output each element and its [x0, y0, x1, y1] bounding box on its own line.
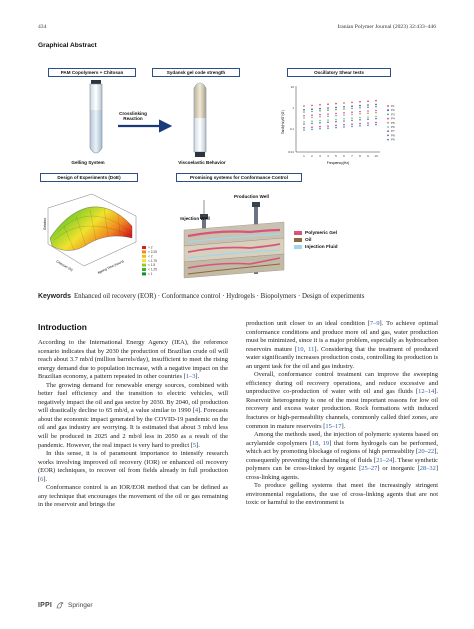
osc-point — [375, 104, 377, 106]
legend-oil: Oil — [294, 237, 338, 244]
oscillatory-box — [287, 68, 391, 77]
paragraph-text: ]. — [195, 373, 200, 381]
svg-text:2: 2 — [311, 154, 313, 158]
surface-legend-swatch — [142, 259, 146, 262]
osc-point — [375, 122, 377, 124]
promising-label: Promising systems for Conformance Control — [189, 175, 289, 180]
paragraph — [38, 382, 228, 450]
introduction-heading: Introduction — [38, 322, 87, 332]
surface-legend-swatch — [142, 250, 146, 253]
osc-point — [367, 124, 369, 126]
osc-legend-label: P7 — [391, 129, 395, 134]
osc-point — [351, 108, 353, 110]
svg-text:4: 4 — [327, 154, 329, 158]
citation-link[interactable]: 10 — [297, 345, 304, 353]
osc-legend-marker — [387, 139, 389, 141]
paragraph-text: production unit closer to an ideal condition [ — [246, 320, 370, 327]
osc-point — [351, 105, 353, 107]
keywords — [38, 293, 438, 300]
production-well-label: Production Well — [234, 194, 269, 199]
osc-point — [311, 111, 313, 113]
citation-link[interactable]: 6 — [40, 475, 44, 483]
osc-legend-label: P2 — [391, 108, 395, 113]
osc-point — [375, 124, 377, 126]
osc-point — [303, 129, 305, 131]
osc-xlabel: Frequency(Hz) — [326, 161, 350, 165]
test-tubes-illustration — [60, 80, 270, 160]
osc-point — [359, 111, 361, 113]
paragraph-text: ] or inorganic [ — [377, 465, 420, 473]
osc-point — [327, 107, 329, 109]
paragraph-text: To produce gelling systems that meet the increasingly stringent environmental regulations, the use of cross-linking agents that are not toxic or harmful to the environment is — [246, 482, 438, 507]
svg-text:0.1: 0.1 — [289, 127, 294, 131]
osc-point — [319, 114, 321, 116]
osc-point — [319, 108, 321, 110]
svg-text:10: 10 — [374, 154, 378, 158]
osc-point — [327, 115, 329, 117]
osc-point — [375, 112, 377, 114]
keywords-label: Keywords — [38, 293, 71, 300]
paragraph-text: , — [303, 345, 309, 353]
citation-link[interactable]: 7–9 — [369, 320, 380, 327]
paragraph-text: The growing demand for renewable energy sources, combined with better fuel efficiency and the transition to electric vehicles, will negatively impact the oil and gas sector by 2030. By 2040, oil production will drastically decline to 65 mb/d, a value similar to 1990 [ — [38, 381, 228, 415]
paragraph-text: ]. Reservoir heterogeneity is one of the most important reasons for low oil recovery and excess water production. Rock formations with induced fractures or high-permeability channels, commonly called thief zones, are common in mature reservoirs [ — [246, 388, 438, 430]
svg-text:9: 9 — [367, 154, 369, 158]
osc-point — [359, 123, 361, 125]
pam-chitosan-label: PAM Copolymers + Chitosan — [60, 70, 124, 75]
osc-point — [335, 119, 337, 121]
paragraph — [246, 320, 438, 371]
citation-link[interactable]: 21–24 — [376, 456, 393, 464]
paragraph-text: Among the methods used, the injection of polymeric systems based on acrylamide copolymers [ — [246, 431, 438, 447]
osc-point — [327, 127, 329, 129]
osc-point — [351, 111, 353, 113]
paragraph-text: ]. Considering that the treatment of produced water significantly increases production costs, controlling its production is an urgent task for the oil and gas industry. — [246, 345, 438, 370]
paragraph — [38, 339, 228, 382]
osc-point — [311, 114, 313, 116]
osc-point — [367, 106, 369, 108]
svg-text:1: 1 — [292, 106, 294, 110]
paragraph — [38, 484, 228, 510]
osc-point — [343, 102, 345, 104]
page-footer — [38, 601, 93, 609]
osc-point — [335, 103, 337, 105]
osc-legend-label: P5 — [391, 120, 395, 125]
page-number: 434 — [38, 24, 47, 30]
surface-legend-label: < 1.5 — [148, 263, 156, 268]
osc-point — [335, 127, 337, 129]
osc-point — [319, 116, 321, 118]
paragraph-text: ]. Forecasts about the economic impact generated by the COVID-19 pandemic on the oil and gas industry are worrying. It is estimated that about 3 mb/d less will be produced in 2025 and 2 mb/d less in 2050 as a result of the pandemic. However, the real impact is very hard to predict [ — [38, 407, 228, 449]
osc-point — [343, 112, 345, 114]
surface-z-label: Gelation — [43, 218, 47, 230]
osc-point — [375, 100, 377, 102]
osc-point — [303, 123, 305, 125]
osc-point — [319, 110, 321, 112]
osc-point — [343, 124, 345, 126]
svg-text:1: 1 — [303, 154, 305, 158]
citation-link[interactable]: 25–27 — [361, 465, 378, 473]
osc-legend-marker — [387, 135, 389, 137]
osc-point — [327, 121, 329, 123]
osc-point — [319, 122, 321, 124]
surface-legend-swatch — [142, 264, 146, 267]
svg-text:7: 7 — [351, 154, 353, 158]
osc-point — [335, 107, 337, 109]
osc-legend-label: P1 — [391, 104, 395, 108]
paragraph-text: ], consequently preventing the channeling of fluids [ — [246, 448, 438, 464]
paragraph — [246, 371, 438, 431]
surface-legend-swatch — [142, 272, 146, 275]
osc-legend-marker — [387, 114, 389, 116]
osc-legend-marker — [387, 118, 389, 120]
reservoir-legend — [294, 230, 338, 251]
osc-legend — [387, 104, 395, 142]
osc-point — [343, 108, 345, 110]
osc-legend-label: P4 — [391, 116, 395, 121]
surface-x-label: Chitosan (%) — [55, 259, 74, 273]
osc-point — [359, 113, 361, 115]
osc-point — [311, 105, 313, 107]
osc-point — [359, 117, 361, 119]
paragraph-text: Overall, conformance control treatment can improve the sweeping efficiency during oil recovery operations, and reduce excessive and unproductive co-production of water with oil and gas fluids [ — [246, 371, 438, 396]
osc-point — [351, 120, 353, 122]
osc-legend-label: P9 — [391, 137, 395, 142]
osc-point — [359, 119, 361, 121]
injection-fluid-swatch — [294, 245, 302, 249]
osc-legend-marker — [387, 130, 389, 132]
osc-point — [327, 119, 329, 121]
osc-point — [343, 120, 345, 122]
osc-point — [359, 107, 361, 109]
osc-point — [319, 128, 321, 130]
osc-point — [343, 106, 345, 108]
surface-legend-label: < 1.75 — [148, 258, 157, 263]
osc-point — [311, 108, 313, 110]
doe-box — [40, 173, 138, 182]
osc-legend-marker — [387, 122, 389, 124]
osc-point — [343, 126, 345, 128]
citation-link[interactable]: 11 — [308, 345, 315, 353]
osc-point — [367, 116, 369, 118]
osc-legend-marker — [387, 105, 389, 107]
osc-point — [351, 117, 353, 119]
osc-point — [359, 101, 361, 103]
osc-point — [335, 113, 337, 115]
paragraph-text: ] that form hydrogels can be performed, which act by promoting blockage of regions of high permeability [ — [246, 439, 438, 456]
osc-point — [367, 118, 369, 120]
osc-point — [359, 105, 361, 107]
response-surface-plot — [40, 186, 170, 282]
osc-point — [311, 126, 313, 128]
osc-point — [343, 114, 345, 116]
svg-text:0.01: 0.01 — [288, 150, 294, 154]
osc-point — [335, 125, 337, 127]
osc-point — [335, 121, 337, 123]
oscillatory-chart — [280, 82, 412, 168]
osc-point — [375, 106, 377, 108]
ippi-logo: IPPI — [38, 601, 53, 609]
osc-legend-label: P3 — [391, 112, 395, 117]
surface-mesh — [50, 207, 132, 251]
paragraph-text: In this sense, it is of paramount importance to intensify research works involving improved oil recovery (IOR) or enhanced oil recovery (EOR) techniques, to recover oil from fields already in full production [ — [38, 450, 228, 483]
citation-link[interactable]: 15–17 — [325, 422, 342, 430]
surface-legend-label: < 1 — [148, 272, 153, 276]
osc-point — [351, 102, 353, 104]
osc-legend-label: P8 — [391, 133, 395, 138]
paragraph-text: , — [318, 439, 323, 447]
osc-point — [303, 121, 305, 123]
oil-swatch — [294, 238, 302, 242]
legend-polymeric-gel: Polymeric Gel — [294, 230, 338, 237]
paragraph — [246, 431, 438, 482]
svg-text:6: 6 — [343, 154, 345, 158]
osc-point — [343, 118, 345, 120]
osc-point — [303, 111, 305, 113]
paragraph-text: ]. These synthetic polymers can be cross-linked by organic [ — [246, 456, 438, 473]
promising-box — [176, 173, 302, 182]
doe-label: Design of Experiments (DoE) — [57, 175, 121, 180]
surface-legend-label: < 2.25 — [148, 250, 157, 254]
paragraph-text: ]. To achieve optimal conformance conditions and produce more oil and gas, water production must be minimized, since it is a major problem, especially as hydrocarbon reservoirs mature [ — [246, 320, 438, 353]
surface-y-label: Ageing Time (hours) — [96, 259, 125, 275]
paragraph-text: ]. — [196, 441, 200, 449]
osc-point — [351, 114, 353, 116]
citation-link[interactable]: 20–22 — [418, 448, 435, 456]
osc-point — [375, 118, 377, 120]
osc-point — [327, 113, 329, 115]
osc-ylabel: Tanδ(Hz)/G''(G') — [281, 109, 285, 135]
osc-point — [303, 109, 305, 111]
citation-link[interactable]: 12–14 — [418, 388, 435, 396]
citation-link[interactable]: 28–32 — [419, 465, 436, 473]
left-column-text — [38, 339, 228, 510]
osc-point — [319, 104, 321, 106]
osc-point — [311, 120, 313, 122]
osc-point — [303, 127, 305, 129]
osc-point — [327, 109, 329, 111]
osc-point — [367, 100, 369, 102]
citation-link[interactable]: 18 — [312, 439, 319, 447]
crosslinking-label: Crosslinking Reaction — [119, 111, 147, 122]
osc-point — [375, 110, 377, 112]
polymeric-gel-swatch — [294, 231, 302, 235]
svg-text:8: 8 — [359, 154, 361, 158]
osc-point — [303, 115, 305, 117]
osc-point — [351, 126, 353, 128]
osc-point — [311, 117, 313, 119]
viscoelastic-behavior-label: Viscoelastic Behavior — [178, 160, 226, 165]
osc-point — [335, 115, 337, 117]
osc-point — [327, 125, 329, 127]
osc-point — [319, 126, 321, 128]
osc-point — [335, 109, 337, 111]
surface-legend-label: < 1.25 — [148, 267, 157, 272]
springer-label: Springer — [68, 601, 93, 609]
right-column-text — [246, 320, 438, 508]
sydansk-box — [152, 68, 240, 77]
osc-point — [319, 120, 321, 122]
rock-layers — [184, 222, 284, 278]
citation-link[interactable]: 5 — [192, 441, 197, 449]
svg-text:5: 5 — [335, 154, 337, 158]
springer-horse-icon — [56, 601, 64, 609]
citation-link[interactable]: 4 — [194, 407, 199, 415]
osc-point — [367, 110, 369, 112]
citation-link[interactable]: 19 — [322, 439, 330, 447]
surface-legend-swatch — [142, 246, 146, 249]
sydansk-label: Sydansk gel code strength — [166, 70, 226, 75]
surface-legend-swatch — [142, 268, 146, 271]
graphical-abstract-title: Graphical Abstract — [38, 42, 97, 49]
reservoir-illustration — [180, 200, 290, 284]
osc-point — [367, 112, 369, 114]
svg-text:10: 10 — [290, 85, 294, 89]
viscoelastic-tube-icon — [194, 83, 206, 157]
osc-point — [303, 105, 305, 107]
legend-injection-fluid: Injection Fluid — [294, 244, 338, 251]
paragraph-text: ]. — [43, 475, 48, 483]
osc-point — [303, 117, 305, 119]
osc-point — [359, 125, 361, 127]
injection-well-label: Injection Well — [180, 216, 210, 221]
svg-text:3: 3 — [319, 154, 321, 158]
osc-point — [351, 123, 353, 125]
surface-legend-label: < 2 — [148, 254, 153, 259]
osc-legend-marker — [387, 126, 389, 128]
paragraph — [38, 450, 228, 484]
surface-legend-swatch — [142, 255, 146, 258]
citation-link[interactable]: 1–3 — [185, 373, 196, 381]
surface-legend — [142, 246, 157, 276]
oscillatory-label: Oscillatory Shear tests — [314, 70, 364, 75]
osc-point — [367, 122, 369, 124]
paragraph-text: ]. — [341, 422, 346, 430]
paragraph-text: ] cross-linking agents. — [246, 465, 438, 481]
osc-point — [327, 103, 329, 105]
surface-legend-label: > 2 — [148, 245, 153, 250]
paragraph — [246, 482, 438, 508]
osc-legend-marker — [387, 109, 389, 111]
keywords-text: Enhanced oil recovery (EOR) · Conformance control · Hydrogels · Biopolymers · Design of experiments — [73, 293, 365, 300]
osc-point — [367, 104, 369, 106]
pam-chitosan-box — [48, 68, 136, 77]
osc-point — [311, 129, 313, 131]
osc-point — [375, 116, 377, 118]
osc-point — [311, 123, 313, 125]
gelling-tube-icon — [90, 80, 102, 153]
osc-legend-label: P6 — [391, 125, 395, 129]
gelling-system-label: Gelling System — [71, 160, 105, 165]
paragraph-text: Conformance control is an IOR/EOR method that can be defined as any technique that encourages the movement of the oil or gas remaining in the reservoir and brings the — [38, 484, 228, 509]
paragraph-text: According to the International Energy Agency (IEA), the reference scenario indicates that by 2030 the production of Brazilian crude oil will reach about 3.7 mb/d (million barrels/day), insufficient to meet the rising energy demand due to population increase, with a negative impact on the Brazilian economy, a pattern repeated in other countries [ — [38, 339, 228, 381]
journal-citation: Iranian Polymer Journal (2023) 32:433–446 — [337, 24, 436, 30]
